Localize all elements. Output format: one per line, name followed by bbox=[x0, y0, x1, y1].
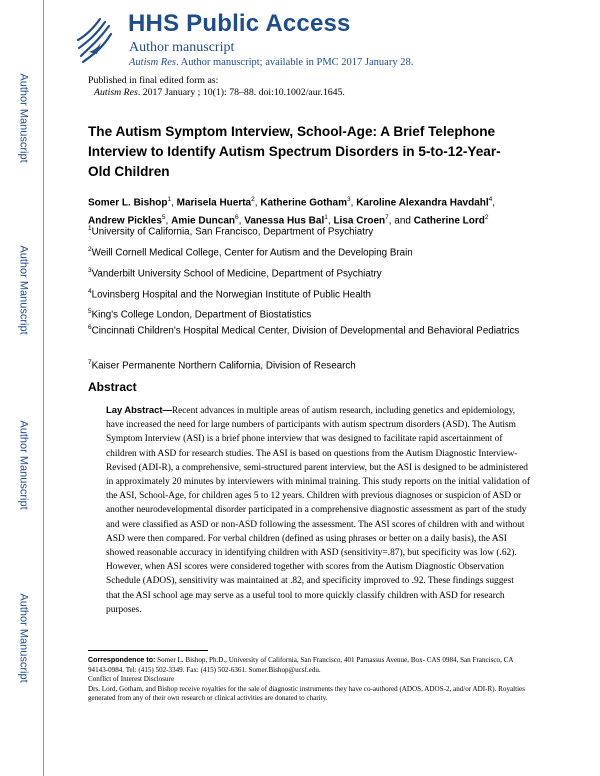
correspondence-label: Correspondence to: bbox=[88, 656, 156, 664]
side-label: Author Manuscript bbox=[18, 420, 31, 510]
footnote-divider bbox=[88, 650, 208, 651]
hhs-title: HHS Public Access bbox=[128, 10, 351, 37]
footnotes bbox=[88, 656, 528, 704]
side-rule bbox=[43, 0, 44, 776]
author-name: Amie Duncan bbox=[171, 215, 236, 227]
author-list: Somer L. Bishop$^1$, Marisela Huerta$^2$, Katherine Gotham$^3$, Karoline Alexandra Havdahl$^4$, Andrew Pickles$^5$, Amie Duncan$^6$, Vanessa Hus Bal$^1$, Lisa Croen$^7$, and Catherine Lord$^2$ bbox=[88, 196, 496, 227]
author-name: Somer L. Bishop bbox=[88, 197, 168, 209]
affiliation: $^4$Lovinsberg Hospital and the Norwegian Institute of Public Health bbox=[88, 288, 371, 301]
affiliation: $^1$University of California, San Francisco, Department of Psychiatry bbox=[88, 225, 374, 238]
abstract-text: Recent advances in multiple areas of autism research, including genetics and epidemiology, have increased the need for large numbers of participants with autism spectrum disorders (ASD). The Autism Symptom Interview (ASI) is a brief phone interview that was designed to facilitate rapid ascertainment of children with ASD for research studies. The ASI is based on questions from the Autism Diagnostic Interview-Revised (ADI-R), a comprehensive, semi-structured parent interview, but the ASI is designed to be administered in approximately 20 minutes by interviewers with minimal training. This study reports on the initial validation of the ASI, School-Age, for children ages 5 to 12 years. Children with previous diagnoses or suspicion of ASD or another neurodevelopmental disorder participated in a comprehensive diagnostic assessment as part of the study and were classified as ASD or non-ASD following the assessment. The ASI scores of children with and without ASD were then compared. For verbal children (defined as using phrases or better on a daily basis), the ASI showed reasonable accuracy in identifying children with ASD (sensitivity=.87), but specificity was low (.62). However, when ASI scores were considered together with scores from the Autism Diagnostic Observation Schedule (ADOS), sensitivity was maintained at .82, and specificity improved to .92. These findings suggest that the ASI school age may serve as a useful tool to more quickly classify children with ASD for research purposes. bbox=[106, 406, 530, 615]
side-label: Author Manuscript bbox=[18, 245, 31, 335]
publication-line: Published in final edited form as: bbox=[88, 75, 219, 86]
publication-info bbox=[88, 75, 345, 99]
citation-journal: Autism Res bbox=[129, 57, 176, 68]
affiliation: $^2$Weill Cornell Medical College, Center for Autism and the Developing Brain bbox=[88, 246, 413, 259]
author-name: Marisela Huerta bbox=[176, 197, 252, 209]
author-name: Karoline Alexandra Havdahl bbox=[356, 197, 489, 209]
affiliation: $^5$King's College London, Department of Biostatistics bbox=[88, 308, 312, 321]
publication-citation bbox=[88, 87, 345, 99]
paper-title: The Autism Symptom Interview, School-Age: A Brief Telephone Interview to Identify Autism Spectrum Disorders in 5-to-12-Year-Old Children bbox=[88, 124, 501, 179]
affiliation: $^6$Cincinnati Children's Hospital Medical Center, Division of Developmental and Behavioral Pediatrics bbox=[88, 324, 520, 337]
affiliation: $^7$Kaiser Permanente Northern California, Division of Research bbox=[88, 359, 356, 372]
conflict-heading: Conflict of Interest Disclosure bbox=[88, 675, 175, 683]
author-name: Vanessa Hus Bal bbox=[244, 215, 325, 227]
citation-details: . Author manuscript; available in PMC 2017 January 28. bbox=[175, 57, 414, 68]
side-label: Author Manuscript bbox=[18, 593, 31, 683]
correspondence-text: Somer L. Bishop, Ph.D., University of California, San Francisco, 401 Parnassus Avenue, Box- CAS 0984, San Francisco, CA 94143-0984. Tel: (415) 502-3349. Fax: (415) 502-6361. Somer.Bishop@ucsf.edu. bbox=[88, 656, 514, 674]
side-label: Author Manuscript bbox=[18, 73, 31, 163]
author-name: Catherine Lord bbox=[413, 215, 485, 227]
affiliation: $^3$Vanderbilt University School of Medicine, Department of Psychiatry bbox=[88, 267, 382, 280]
conflict-text: Drs. Lord, Gotham, and Bishop receive royalties for the sale of diagnostic instruments they have co-authored (ADOS, ADOS-2, and/or ADI-R). Royalties generated from any of their own research or clinical activities are donated to charity. bbox=[88, 684, 525, 702]
publication-journal: Autism Res bbox=[94, 87, 138, 98]
abstract-heading: Abstract bbox=[88, 380, 137, 394]
manuscript-subtitle: Author manuscript bbox=[129, 40, 235, 55]
manuscript-citation bbox=[129, 57, 413, 68]
author-name: Andrew Pickles bbox=[88, 215, 162, 227]
publication-details: . 2017 January ; 10(1): 78–88. doi:10.1002/aur.1645. bbox=[137, 87, 345, 98]
correspondence-note bbox=[88, 656, 528, 675]
author-name: Lisa Croen bbox=[333, 215, 386, 227]
abstract-lead: Lay Abstract— bbox=[106, 404, 172, 415]
abstract-body bbox=[106, 403, 530, 617]
author-name: Katherine Gotham bbox=[260, 197, 347, 209]
hhs-eagle-logo bbox=[75, 12, 115, 66]
